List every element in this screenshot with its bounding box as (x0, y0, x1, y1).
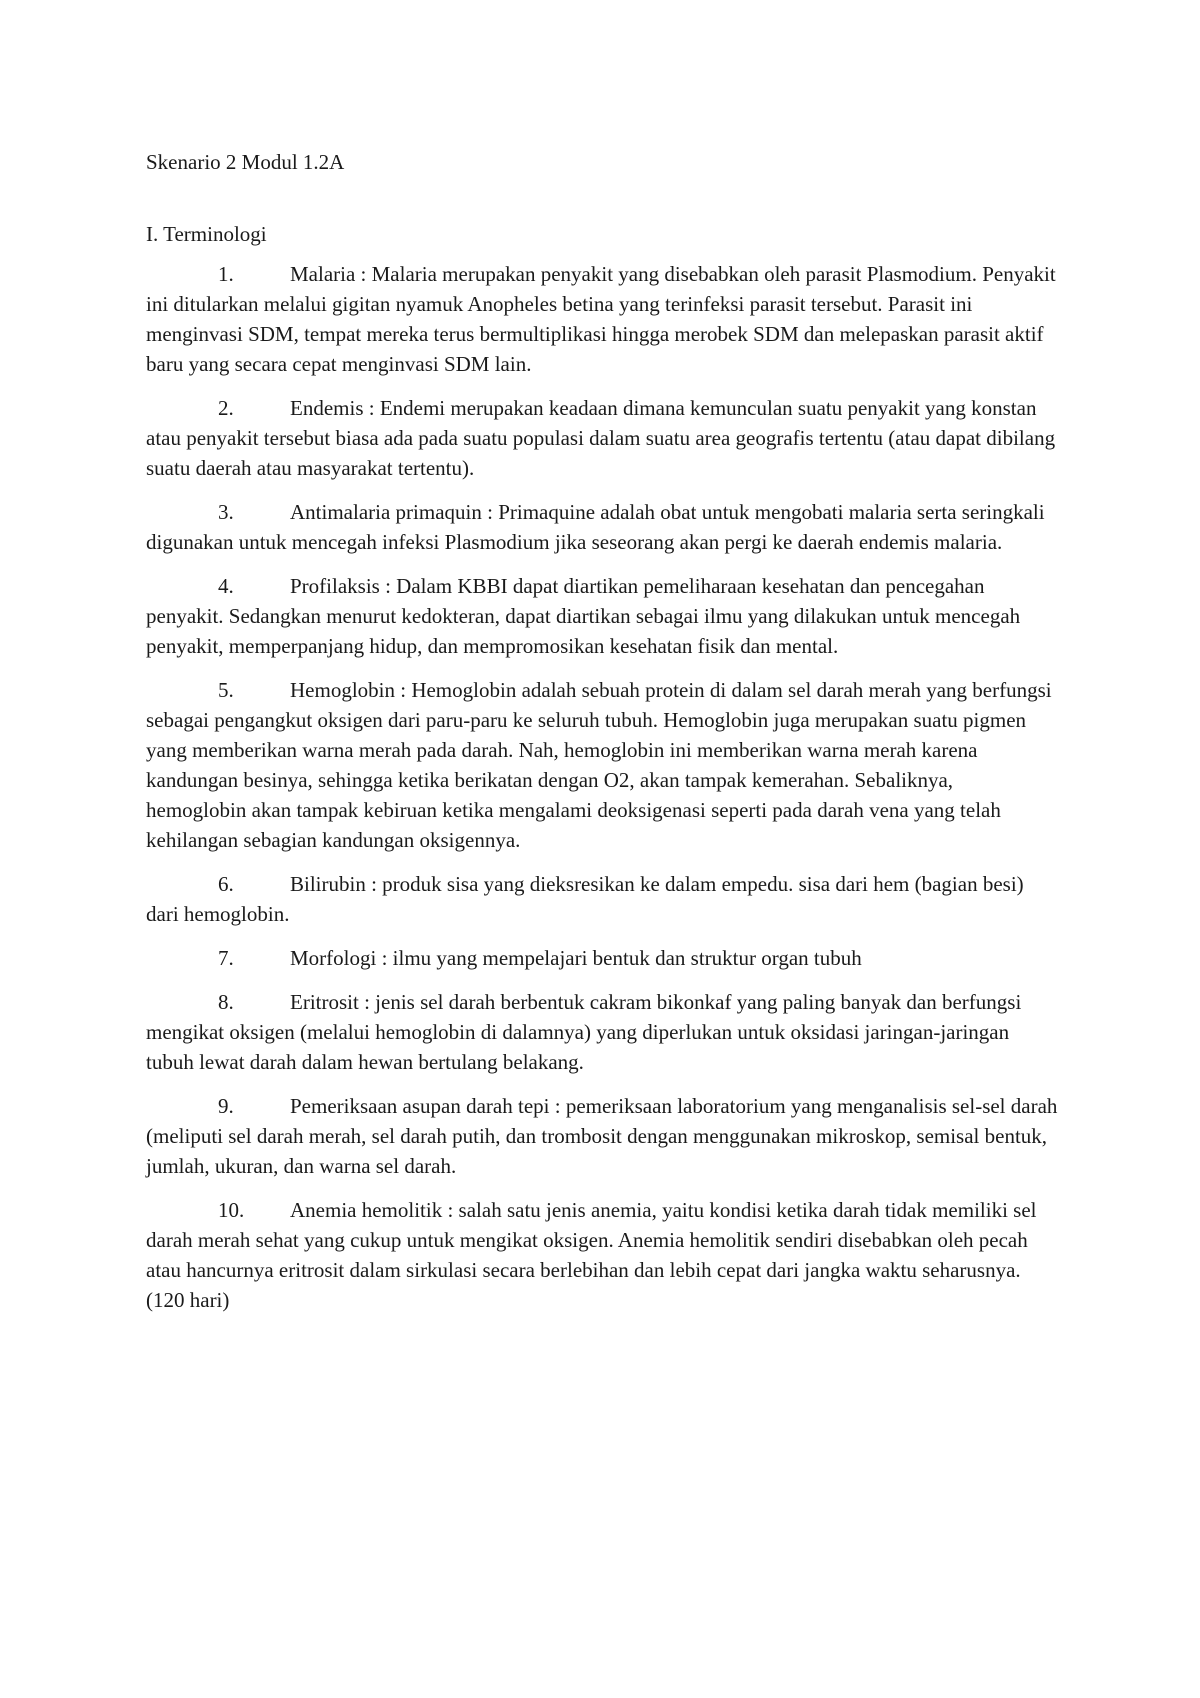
list-item-text: Antimalaria primaquin : Primaquine adalah obat untuk mengobati malaria serta seringkali digunakan untuk mencegah infeksi Plasmodium jika seseorang akan pergi ke daerah endemis malaria. (146, 500, 1045, 554)
terminology-list (146, 259, 1058, 1315)
list-item-text: Pemeriksaan asupan darah tepi : pemeriksaan laboratorium yang menganalisis sel-sel darah (meliputi sel darah merah, sel darah putih, dan trombosit dengan menggunakan mikroskop, semisal bentuk, jumlah, ukuran, dan warna sel darah. (146, 1094, 1058, 1178)
list-item-text: Hemoglobin : Hemoglobin adalah sebuah protein di dalam sel darah merah yang berfungsi sebagai pengangkut oksigen dari paru-paru ke seluruh tubuh. Hemoglobin juga merupakan suatu pigmen yang memberikan warna merah pada darah. Nah, hemoglobin ini memberikan warna merah karena kandungan besinya, sehingga ketika berikatan dengan O2, akan tampak kemerahan. Sebaliknya, hemoglobin akan tampak kebiruan ketika mengalami deoksigenasi seperti pada darah vena yang telah kehilangan sebagian kandungan oksigennya. (146, 678, 1052, 852)
list-item (146, 987, 1058, 1077)
list-item-number: 2. (218, 396, 234, 420)
document-title: Skenario 2 Modul 1.2A (146, 150, 345, 174)
list-item-text: Profilaksis : Dalam KBBI dapat diartikan pemeliharaan kesehatan dan pencegahan penyakit. Sedangkan menurut kedokteran, dapat diartikan sebagai ilmu yang dilakukan untuk mencegah penyakit, memperpanjang hidup, dan mempromosikan kesehatan fisik dan mental. (146, 574, 1021, 658)
list-item (146, 1091, 1058, 1181)
list-item-number: 8. (218, 990, 234, 1014)
list-item-text: Eritrosit : jenis sel darah berbentuk cakram bikonkaf yang paling banyak dan berfungsi mengikat oksigen (melalui hemoglobin di dalamnya) yang diperlukan untuk oksidasi jaringan-jaringan tubuh lewat darah dalam hewan bertulang belakang. (146, 990, 1022, 1074)
list-item (146, 675, 1058, 855)
list-item-text: Anemia hemolitik : salah satu jenis anemia, yaitu kondisi ketika darah tidak memiliki sel darah merah sehat yang cukup untuk mengikat oksigen. Anemia hemolitik sendiri disebabkan oleh pecah atau hancurnya eritrosit dalam sirkulasi secara berlebihan dan lebih cepat dari jangka waktu seharusnya. (120 hari) (146, 1198, 1037, 1312)
document-body (146, 147, 1058, 1329)
list-item (146, 393, 1058, 483)
list-item-number: 4. (218, 574, 234, 598)
list-item-number: 3. (218, 500, 234, 524)
list-item-text: Bilirubin : produk sisa yang dieksresikan ke dalam empedu. sisa dari hem (bagian besi) dari hemoglobin. (146, 872, 1024, 926)
list-item (146, 497, 1058, 557)
list-item-number: 9. (218, 1094, 234, 1118)
list-item-number: 7. (218, 946, 234, 970)
section-heading-terminologi: I. Terminologi (146, 222, 267, 246)
list-item (146, 571, 1058, 661)
list-item-number: 6. (218, 872, 234, 896)
list-item (146, 1195, 1058, 1315)
list-item-text: Endemis : Endemi merupakan keadaan dimana kemunculan suatu penyakit yang konstan atau penyakit tersebut biasa ada pada suatu populasi dalam suatu area geografis tertentu (atau dapat dibilang suatu daerah atau masyarakat tertentu). (146, 396, 1056, 480)
list-item-text: Morfologi : ilmu yang mempelajari bentuk dan struktur organ tubuh (290, 946, 862, 970)
list-item (146, 943, 1058, 973)
list-item (146, 259, 1058, 379)
list-item-number: 5. (218, 678, 234, 702)
list-item-text: Malaria : Malaria merupakan penyakit yang disebabkan oleh parasit Plasmodium. Penyakit ini ditularkan melalui gigitan nyamuk Anopheles betina yang terinfeksi parasit tersebut. Parasit ini menginvasi SDM, tempat mereka terus bermultiplikasi hingga merobek SDM dan melepaskan parasit aktif baru yang secara cepat menginvasi SDM lain. (146, 262, 1056, 376)
list-item (146, 869, 1058, 929)
list-item-number: 10. (218, 1198, 245, 1222)
list-item-number: 1. (218, 262, 234, 286)
